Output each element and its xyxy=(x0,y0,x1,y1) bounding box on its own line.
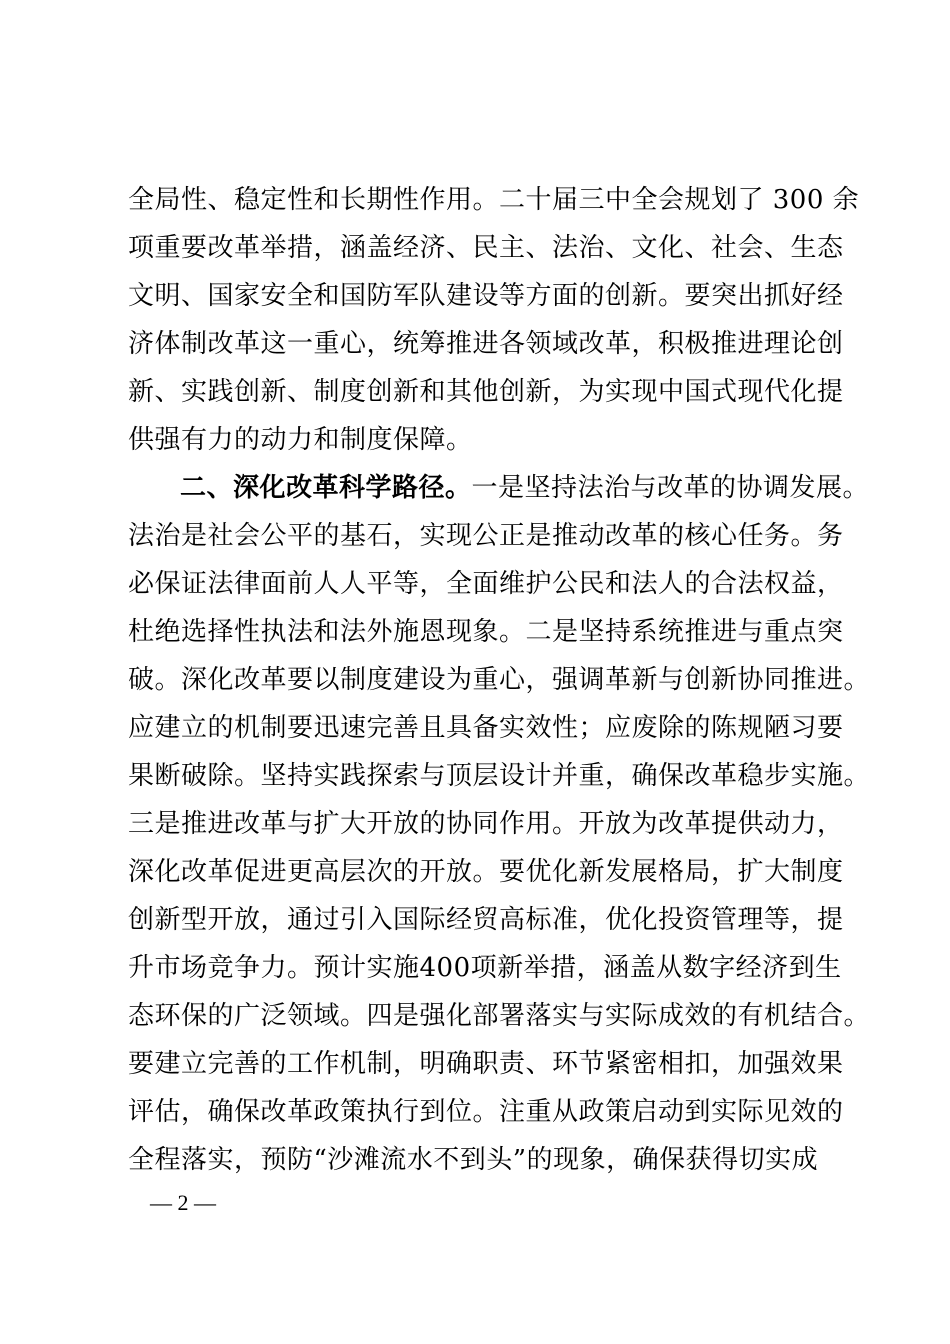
text-line: 法治是社会公平的基石，实现公正是推动改革的核心任务。务 xyxy=(128,521,844,551)
text-line: 全程落实，预防“沙滩流水不到头”的现象，确保获得切实成 xyxy=(128,1145,819,1175)
text-line: 全局性、稳定性和长期性作用。二十届三中全会规划了 300 余 xyxy=(128,185,860,215)
text-run: 一是坚持法治与改革的协调发展。 xyxy=(471,473,870,503)
text-line: 应建立的机制要迅速完善且具备实效性；应废除的陈规陋习要 xyxy=(128,713,844,743)
text-line: 态环保的广泛领域。四是强化部署落实与实际成效的有机结合。 xyxy=(128,1001,871,1031)
text-line: 深化改革促进更高层次的开放。要优化新发展格局，扩大制度 xyxy=(128,857,844,887)
text-line: 三是推进改革与扩大开放的协同作用。开放为改革提供动力， xyxy=(128,809,844,839)
text-line: 杜绝选择性执法和法外施恩现象。二是坚持系统推进与重点突 xyxy=(128,617,844,647)
document-body xyxy=(128,176,871,1184)
text-line: 供强有力的动力和制度保障。 xyxy=(128,425,473,455)
text-line: 文明、国家安全和国防军队建设等方面的创新。要突出抓好经 xyxy=(128,281,844,311)
text-line: 创新型开放，通过引入国际经贸高标准，优化投资管理等，提 xyxy=(128,905,844,935)
section-heading: 二、深化改革科学路径。 xyxy=(180,473,472,503)
paragraph-1 xyxy=(128,176,858,464)
text-line: 升市场竞争力。预计实施400项新举措，涵盖从数字经济到生 xyxy=(128,953,842,983)
page-number: — 2 — xyxy=(150,1190,216,1215)
text-line: 新、实践创新、制度创新和其他创新，为实现中国式现代化提 xyxy=(128,377,844,407)
text-line: 果断破除。坚持实践探索与顶层设计并重，确保改革稳步实施。 xyxy=(128,761,871,791)
text-line: 评估，确保改革政策执行到位。注重从政策启动到实际见效的 xyxy=(128,1097,844,1127)
text-line-first xyxy=(128,464,870,512)
text-line: 必保证法律面前人人平等，全面维护公民和法人的合法权益， xyxy=(128,569,844,599)
text-line: 项重要改革举措，涵盖经济、民主、法治、文化、社会、生态 xyxy=(128,233,844,263)
paragraph-2 xyxy=(128,464,871,1184)
text-line: 要建立完善的工作机制，明确职责、环节紧密相扣，加强效果 xyxy=(128,1049,844,1079)
text-line: 破。深化改革要以制度建设为重心，强调革新与创新协同推进。 xyxy=(128,665,871,695)
text-line: 济体制改革这一重心，统筹推进各领域改革，积极推进理论创 xyxy=(128,329,844,359)
